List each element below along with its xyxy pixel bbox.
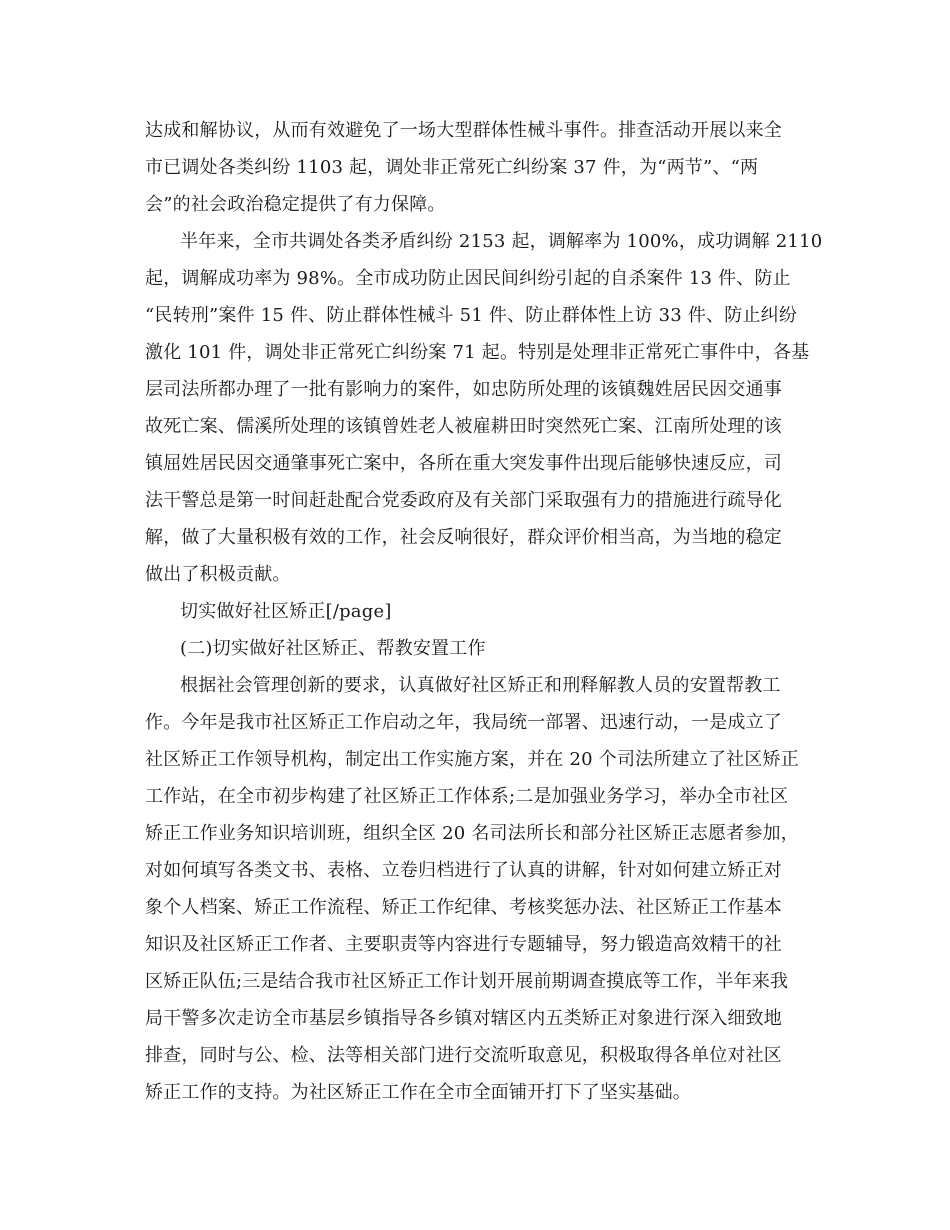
- paragraph-line: 市已调处各类纠纷 1103 起，调处非正常死亡纠纷案 37 件，为“两节”、“两: [145, 157, 759, 178]
- paragraph-line: 象个人档案、矫正工作流程、矫正工作纪律、考核奖惩办法、社区矫正工作基本: [145, 897, 782, 918]
- section-heading: 切实做好社区矫正[/page]: [180, 601, 392, 622]
- paragraph-line: 矫正工作的支持。为社区矫正工作在全市全面铺开打下了坚实基础。: [145, 1082, 691, 1103]
- paragraph-line: 解，做了大量积极有效的工作，社会反响很好，群众评价相当高，为当地的稳定: [145, 527, 782, 548]
- paragraph-line: 知识及社区矫正工作者、主要职责等内容进行专题辅导，努力锻造高效精干的社: [145, 934, 782, 955]
- paragraph-line: 法干警总是第一时间赶赴配合党委政府及有关部门采取强有力的措施进行疏导化: [145, 490, 782, 511]
- paragraph-line: 激化 101 件，调处非正常死亡纠纷案 71 起。特别是处理非正常死亡事件中，各基: [145, 342, 810, 363]
- paragraph-line: 对如何填写各类文书、表格、立卷归档进行了认真的讲解，针对如何建立矫正对: [145, 860, 782, 881]
- paragraph-line: 达成和解协议，从而有效避免了一场大型群体性械斗事件。排查活动开展以来全: [145, 120, 782, 141]
- paragraph-line: 会”的社会政治稳定提供了有力保障。: [145, 194, 446, 215]
- paragraph-line: 半年来，全市共调处各类矛盾纠纷 2153 起，调解率为 100%，成功调解 2110: [180, 231, 823, 252]
- paragraph-line: “民转刑”案件 15 件、防止群体性械斗 51 件、防止群体性上访 33 件、防止纠纷: [145, 305, 798, 326]
- paragraph-line: 社区矫正工作领导机构，制定出工作实施方案，并在 20 个司法所建立了社区矫正: [145, 749, 799, 770]
- paragraph-line: 作。今年是我市社区矫正工作启动之年，我局统一部署、迅速行动，一是成立了: [145, 712, 782, 733]
- paragraph-line: 故死亡案、儒溪所处理的该镇曾姓老人被雇耕田时突然死亡案、江南所处理的该: [145, 416, 782, 437]
- paragraph-line: 层司法所都办理了一批有影响力的案件，如忠防所处理的该镇魏姓居民因交通事: [145, 379, 782, 400]
- paragraph-line: 起，调解成功率为 98%。全市成功防止因民间纠纷引起的自杀案件 13 件、防止: [145, 268, 791, 289]
- paragraph-line: 做出了积极贡献。: [145, 564, 291, 585]
- paragraph-line: 镇屈姓居民因交通肇事死亡案中，各所在重大突发事件出现后能够快速反应，司: [145, 453, 782, 474]
- section-heading: (二)切实做好社区矫正、帮教安置工作: [180, 638, 486, 659]
- paragraph-line: 根据社会管理创新的要求，认真做好社区矫正和刑释解教人员的安置帮教工: [180, 675, 781, 696]
- paragraph-line: 矫正工作业务知识培训班，组织全区 20 名司法所长和部分社区矫正志愿者参加，: [145, 823, 799, 844]
- paragraph-line: 区矫正队伍;三是结合我市社区矫正工作计划开展前期调查摸底等工作，半年来我: [145, 971, 789, 992]
- paragraph-line: 局干警多次走访全市基层乡镇指导各乡镇对辖区内五类矫正对象进行深入细致地: [145, 1008, 782, 1029]
- paragraph-line: 排查，同时与公、检、法等相关部门进行交流听取意见，积极取得各单位对社区: [145, 1045, 782, 1066]
- paragraph-line: 工作站，在全市初步构建了社区矫正工作体系;二是加强业务学习，举办全市社区: [145, 786, 789, 807]
